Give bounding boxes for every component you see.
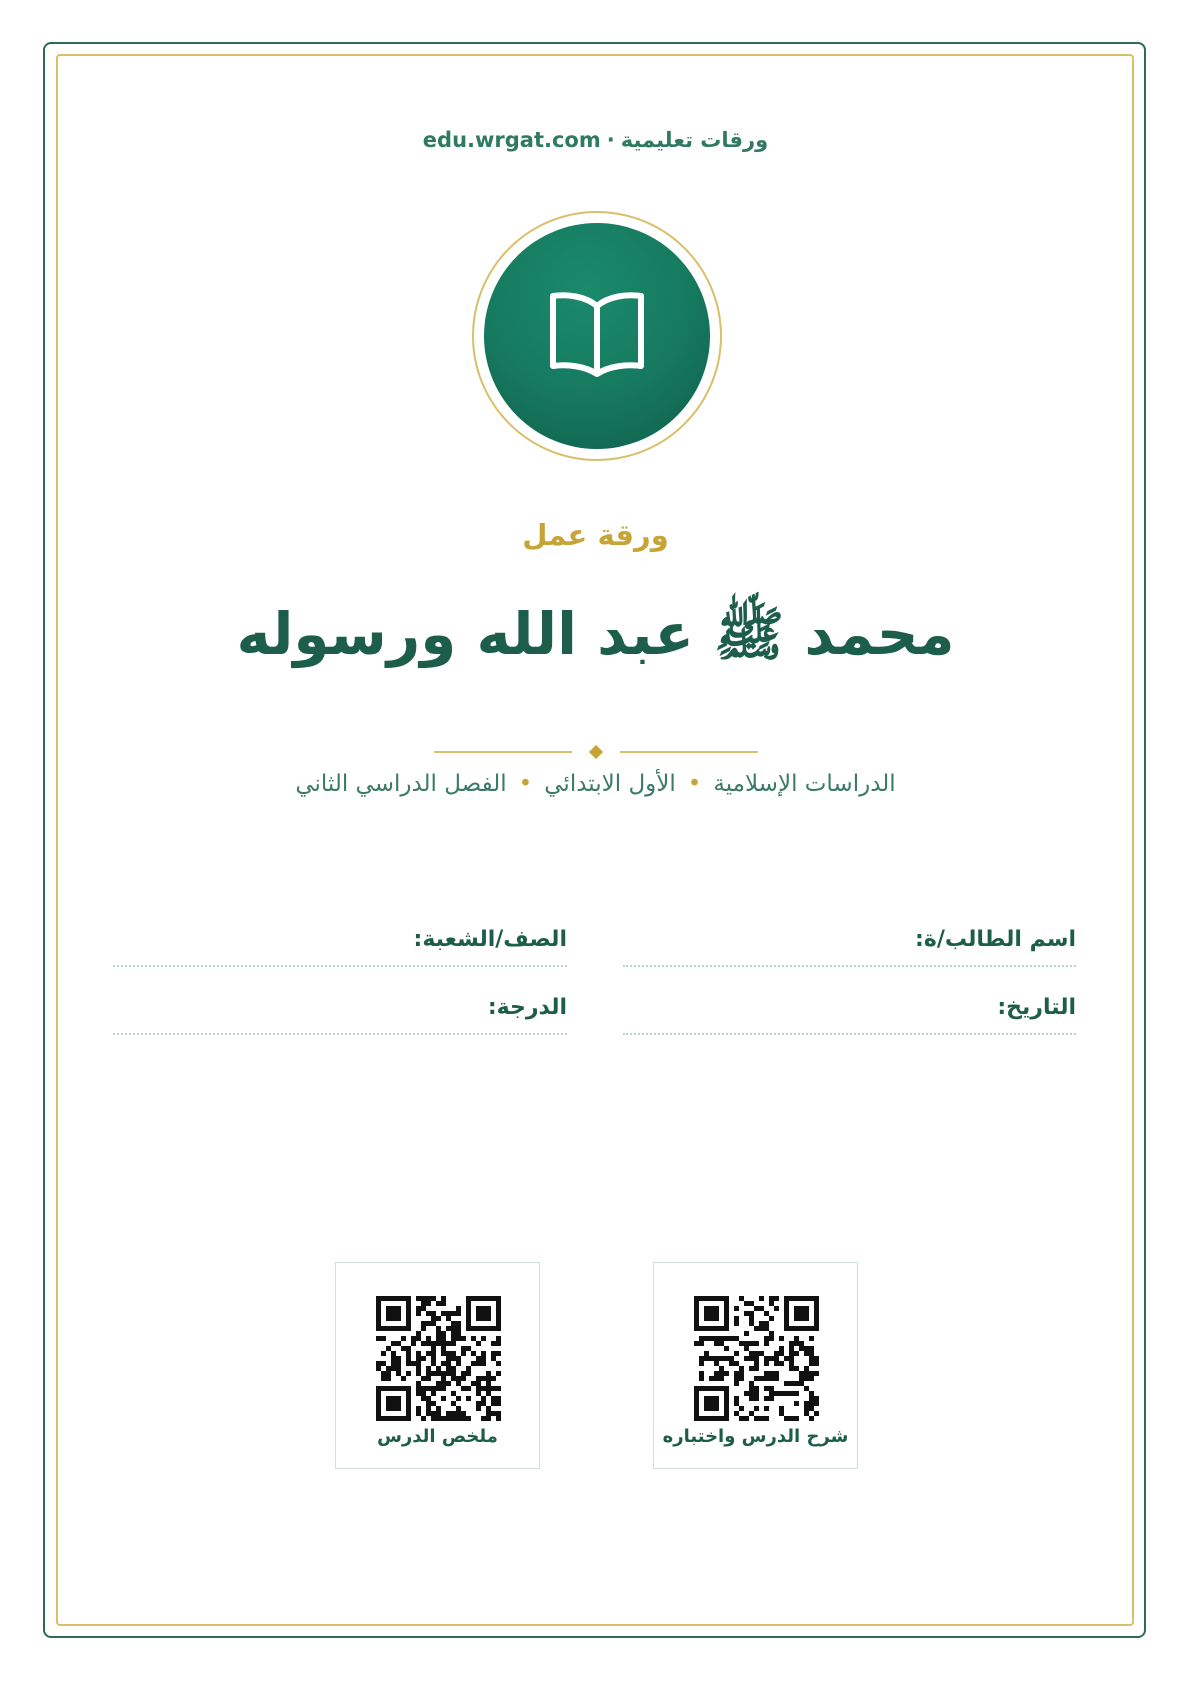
qr-caption: ملخص الدرس (377, 1426, 498, 1447)
qr-caption: شرح الدرس واختباره (662, 1426, 849, 1447)
worksheet-label: ورقة عمل (522, 518, 669, 552)
class-section-label: الصف/الشعبة: (413, 927, 567, 952)
site-domain: edu.wrgat.com (422, 128, 601, 152)
site-name: ورقات تعليمية (620, 128, 769, 152)
open-book-icon (547, 288, 647, 378)
header-separator: · (606, 128, 615, 152)
student-name-label: اسم الطالب/ة: (915, 927, 1076, 952)
meta-term: الفصل الدراسي الثاني (295, 771, 507, 797)
class-section-field[interactable] (113, 927, 567, 967)
qr-code-icon (694, 1296, 819, 1421)
date-field[interactable] (623, 995, 1076, 1035)
bullet-icon: • (687, 771, 702, 797)
score-field[interactable] (113, 995, 567, 1035)
diamond-icon (589, 745, 603, 759)
course-meta (0, 771, 1191, 797)
student-name-field[interactable] (623, 927, 1076, 967)
site-header (0, 128, 1191, 152)
meta-grade: الأول الابتدائي (544, 771, 676, 797)
logo-badge (484, 223, 710, 449)
meta-subject: الدراسات الإسلامية (713, 771, 896, 797)
bullet-icon: • (518, 771, 533, 797)
qr-code-icon (376, 1296, 501, 1421)
score-label: الدرجة: (487, 995, 567, 1020)
ornament-divider (434, 745, 758, 759)
qr-card-explanation[interactable] (653, 1262, 858, 1469)
qr-card-summary[interactable] (335, 1262, 540, 1469)
date-label: التاريخ: (997, 995, 1076, 1020)
page-title: محمد ﷺ عبد الله ورسوله (236, 600, 955, 668)
